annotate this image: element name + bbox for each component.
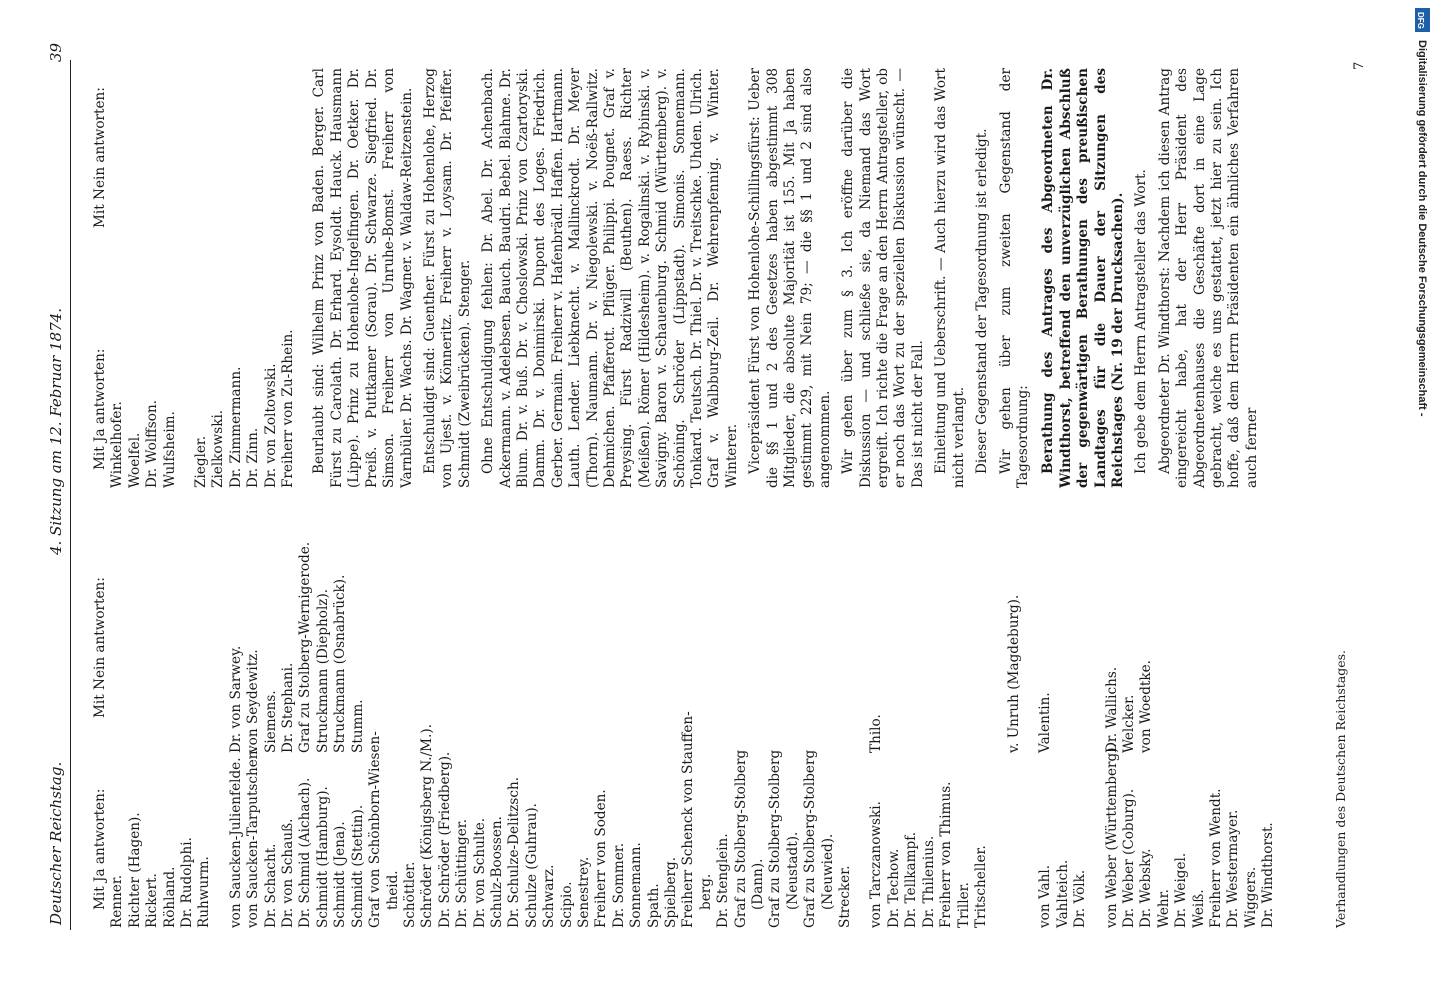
member-name: von Seydewitz. <box>245 649 262 753</box>
paragraph-wort: Ich gebe dem Herrn Antragsteller das Wort. <box>1133 169 1150 474</box>
member-name: Dr. Windthorst. <box>1260 822 1277 928</box>
col1-group-5-ja <box>1103 743 1278 928</box>
col1-group-1-ja <box>109 758 213 928</box>
member-name: Dr. Weber (Coburg). <box>1120 788 1137 928</box>
member-name: Dr. Wolffson. <box>144 399 161 488</box>
col1-group-5 <box>1104 598 1278 928</box>
member-name: Rickert. <box>144 873 161 928</box>
member-name: Freiherr von Soden. <box>593 789 610 928</box>
ohne-entschuldigung-paragraph: Ohne Entschuldigung fehlen: Dr. Abel. Dr. Achenbach. Ackermann. v. Adelebsen. Bauch. Baudri. Bebel. Blahme. Dr. Blum. Dr. v. Buß. Dr. v. Choslowski. Prinz von Czartoryski. Damm. Dr. v. Donimirski. Dupont des Loges. Friedrich. Gerber. Germain. Freiherr v. Hafenbrädl. Haffen. Hartmann. Lauth. Lender. Liebknecht. v. Mallinckrodt. Dr. Meyer (Thorn). Naumann. Dr. v. Niegolewski. v. Noëß-Rallwitz. Dehmichen. Pfafferott. Pflüger. Philippi. Pougnet. Graf v. Preysing. Fürst Radziwill (Beuthen). Raess. Richter (Meißen). Römer (Hildesheim). v. Rogalinski. v. Rybinski. v. Savigny. Baron v. Schauenburg. Schmid (Württemberg). v. Schöning. Schröder (Lippstadt). Simonis. Sonnemann. Tonkard. Teutsch. Dr. Thiel. Dr. v. Treitschke. Uhden. Ulrich. Graf v. Walbburg-Zeil. Dr. Wehrenpfennig. v. Winter. Winterer. <box>480 68 740 488</box>
col1-group-3-nein <box>868 594 1023 753</box>
member-name: Dr. Zimmermann. <box>227 366 244 488</box>
col1-group-4-ja <box>1037 753 1089 928</box>
member-name: Schröder (Königsberg N./M.). <box>419 723 436 928</box>
member-name: Freiherr Schenck von Stauffen- <box>680 711 697 928</box>
member-name: Welcker. <box>1120 694 1137 753</box>
member-name: Spielberg. <box>663 856 679 928</box>
member-name: Graf zu Stolberg-Wernigerode. <box>297 541 314 753</box>
vicepraesident-paragraph: Vicepräsident Fürst von Hohenlohe-Schillingsfürst: Ueber die §§ 1 und 2 des Gesetzes haben abgestimmt 308 Mitglieder, die absolute Majorität ist 155. Mit Ja haben gestimmt 229, mit Nein 79; — die §§ 1 und 2 sind also angenommen. <box>747 68 833 488</box>
member-name: Dr. Schüttinger. <box>454 818 471 928</box>
member-name: Dr. von Schauß. <box>280 818 297 928</box>
col1-group-4-nein <box>1037 603 1089 753</box>
member-name: Scipio. <box>558 881 575 928</box>
paragraph-erledigt: Dieser Gegenstand der Tagesordnung ist erledigt. <box>974 128 991 474</box>
member-name: Dr. Websky. <box>1138 848 1155 928</box>
agenda-heading: Berathung des Antrages des Abgeordneten Dr. Windthorst, betreffend den unverzüglichen Abschluß der gegenwärtigen Berathungen des preußischen Landtages für die Dauer der Sitzungen des Reichstages (Nr. 19 der Drucksachen). <box>1040 68 1126 488</box>
member-name: Ziegler. <box>193 435 210 488</box>
beurlaubt-paragraph: Beurlaubt sind: Wilhelm Prinz von Baden. Berger. Carl Fürst zu Carolath. Dr. Erhard. Eysoldt. Hauck. Hausmann (Lippe). Prinz zu Hohenlohe-Ingelfingen. Dr. Oetker. Dr. Preiß. v. Puttkamer (Sorau). Dr. Schwarze. Siegfried. Dr. Simson. Freiherr von Unruhe-Bomst. Freiherr von Varnbüler. Dr. Wachs. Dr. Wagner. v. Waldaw-Reitzenstein. <box>311 68 415 488</box>
member-name: Thilo. <box>868 714 885 753</box>
member-name: Dr. Schmid (Aichach). <box>297 777 314 928</box>
member-name: Zielkowski. <box>210 409 227 488</box>
col1-group-4 <box>1037 598 1089 928</box>
member-name: Schwarz. <box>541 864 558 928</box>
member-name: Freiherr von Wendt. <box>1207 788 1224 928</box>
col1-group-2 <box>227 541 855 928</box>
member-name: Dr. Westermayer. <box>1225 809 1242 928</box>
col2-ja-heading: Mit Ja antworten: <box>92 348 108 470</box>
member-name: berg. <box>697 873 714 910</box>
entschuldigt-paragraph: Entschuldigt sind: Guenther. Fürst zu Hohenlohe, Herzog von Ujest. v. Könneritz. Freiherr v. Loysam. Dr. Pfeiffer. Schmidt (Zweibrücken). Stenger. <box>421 68 473 488</box>
member-name: Dr. Stephani. <box>280 662 297 753</box>
member-name: (Neuwied). <box>819 833 836 910</box>
member-name: Dr. Wallichs. <box>1103 666 1120 753</box>
member-name: Weiß. <box>1190 889 1207 928</box>
member-name: Röhland. <box>161 866 178 928</box>
header-rule <box>70 60 71 930</box>
header-left: Deutscher Reichstag. <box>47 761 65 925</box>
member-name: Dr. Thilenius. <box>920 835 937 928</box>
member-name: Graf von Schönborn-Wiesen- <box>367 731 384 928</box>
member-name: Ruhwurm. <box>196 856 213 928</box>
member-name: v. Unruh (Magdeburg). <box>1005 594 1022 753</box>
col2-nein-heading: Mit Nein antworten: <box>92 87 108 228</box>
member-name: von Vahl. <box>1037 864 1054 928</box>
member-name: Dr. Weigel. <box>1173 852 1190 928</box>
col2-headings <box>92 68 109 488</box>
member-name: Sonnemann. <box>628 842 645 928</box>
member-name: Siemens. <box>262 690 279 753</box>
member-name: Triller. <box>955 882 972 928</box>
member-name: Dr. Tellkampf. <box>903 831 920 928</box>
member-name: Freiherr von Zu-Rhein. <box>280 329 297 488</box>
dfg-logo: DFG <box>1415 8 1430 32</box>
member-name: Dr. Stenglein. <box>715 833 732 928</box>
header-center: 4. Sitzung am 12. Februar 1874. <box>47 307 65 555</box>
col1-group-2-nein <box>227 541 855 753</box>
member-name: Schmidt (Jena). <box>332 821 349 928</box>
member-name: Freiherr von Thimus. <box>938 781 955 928</box>
member-name: Renner. <box>109 874 126 928</box>
member-name: von Woedtke. <box>1138 660 1155 753</box>
windthorst-paragraph: Abgeordneter Dr. Windthorst: Nachdem ich diesen Antrag eingereicht habe, hat der Herr Präsident des Abgeordnetenhauses die Geschäfte dort in eine Lage gebracht, welche es uns gestattet, jetzt hier zu sein. Ich hoffe, daß dem Herrn Präsidenten ein ähnliches Verfahren auch ferner <box>1156 68 1260 488</box>
member-name: Dr. Völk. <box>1072 869 1089 928</box>
col1-nein-heading: Mit Nein antworten: <box>92 577 108 718</box>
member-name: von Saucken-Julienfelde. <box>227 757 244 928</box>
member-name: Stumm. <box>349 699 366 753</box>
col2-ja-list-2 <box>193 68 297 488</box>
member-name: Schmidt (Stettin). <box>349 804 366 928</box>
member-name: (Neustadt). <box>784 831 801 910</box>
col1-group-1 <box>109 598 213 928</box>
member-name: Dr. Schulze-Delitzsch. <box>506 776 523 928</box>
col2-ja-list <box>109 68 179 488</box>
member-name: Dr. Sommer. <box>610 842 627 928</box>
member-name: Tritscheller. <box>972 845 989 928</box>
member-name: theid. <box>384 870 401 910</box>
member-name: von Saucken-Tarputschen. <box>245 746 262 928</box>
member-name: von Weber (Württemberg). <box>1103 743 1120 928</box>
member-name: Wehr. <box>1155 889 1172 928</box>
member-name: Dr. von Zoltowski. <box>262 363 279 488</box>
paragraph-einleitung: Einleitung und Ueberschrift. — Auch hierzu wird das Wort nicht verlangt. <box>933 68 967 488</box>
member-name: Senestrey. <box>575 856 592 928</box>
member-name: Woelfel. <box>126 432 143 488</box>
member-name: Dr. Techow. <box>885 848 902 928</box>
member-name: Wiggers. <box>1242 866 1259 928</box>
member-name: Dr. Schröder (Friedberg). <box>436 751 453 928</box>
column-1 <box>92 541 1278 928</box>
member-name: Struckmann (Diepholz). <box>314 588 331 753</box>
member-name: Valentin. <box>1037 692 1054 753</box>
member-name: Wulfsheim. <box>161 411 178 488</box>
member-name: Dr. Schacht. <box>262 843 279 928</box>
col1-ja-heading: Mit Ja antworten: <box>92 788 108 910</box>
member-name: Strecker. <box>837 865 854 928</box>
member-name: (Dann). <box>750 858 767 910</box>
member-name: Richter (Hagen). <box>126 812 143 928</box>
member-name: Schmidt (Hamburg). <box>314 786 331 928</box>
member-name: Graf zu Stolberg-Stolberg <box>802 749 819 928</box>
member-name: Graf zu Stolberg-Stolberg <box>732 749 749 928</box>
member-name: Schulze (Guhrau). <box>523 803 540 928</box>
member-name: Winkelhofer. <box>109 401 126 488</box>
col1-group-3 <box>868 594 1023 928</box>
col1-group-5-nein <box>1104 603 1278 753</box>
funding-notice: Digitalisierung gefördert durch die Deutsche Forschungsgemeinschaft - <box>1416 40 1428 417</box>
footer-text: Verhandlungen des Deutschen Reichstages. <box>1333 649 1348 928</box>
member-name: Vahlteich. <box>1054 859 1071 928</box>
member-name: Struckmann (Osnabrück). <box>332 574 349 753</box>
paragraph-3-discussion: Wir gehen über zum § 3. Ich eröffne darüber die Diskussion — und schließe sie, da Niemand das Wort ergreift. Ich richte die Frage an den Herrn Antragsteller, ob er noch das Wort zu der speziellen Diskussion wünscht. — Das ist nicht der Fall. <box>840 68 926 488</box>
col1-headings <box>92 577 109 928</box>
member-name: Spath. <box>645 883 662 928</box>
member-name: Dr. Rudolphi. <box>179 837 196 928</box>
signature-mark: 7 <box>1352 61 1367 70</box>
member-name: Dr. Zinn. <box>245 427 262 488</box>
member-name: Schöttler. <box>401 861 418 928</box>
member-name: Schulz-Boossen. <box>488 816 505 928</box>
member-name: Dr. von Schulte. <box>471 817 488 928</box>
member-name: von Tarczanowski. <box>868 801 885 928</box>
member-name: Graf zu Stolberg-Stolberg <box>767 749 784 928</box>
paragraph-tagesordnung: Wir gehen über zum zweiten Gegenstand der Tagesordnung: <box>997 68 1031 488</box>
col1-group-3-ja <box>868 753 1023 928</box>
column-2 <box>92 68 1267 488</box>
page-number: 39 <box>47 42 65 62</box>
member-name: Dr. von Sarwey. <box>227 645 244 753</box>
